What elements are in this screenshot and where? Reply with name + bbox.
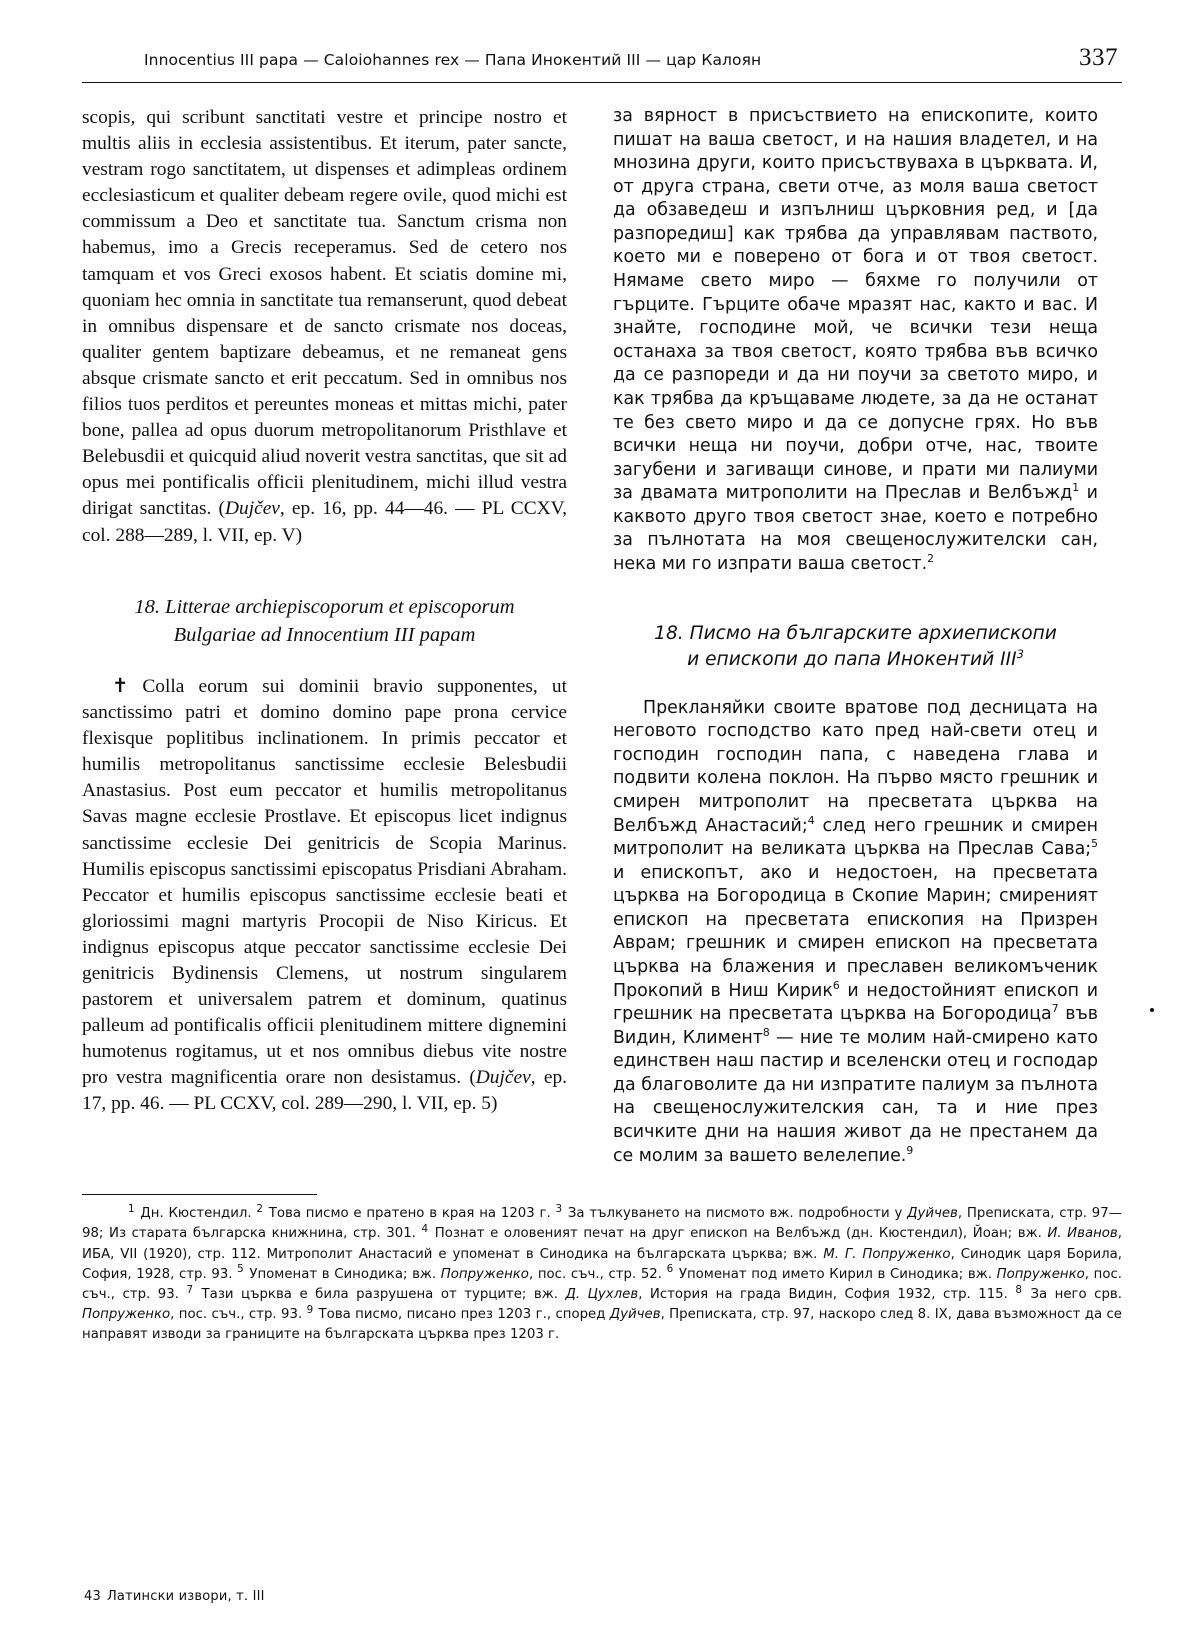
- footnote-ref-7: 7: [1051, 1002, 1059, 1016]
- footnote-number-6: 6: [666, 1263, 674, 1276]
- footnotes-block: [82, 1204, 1122, 1345]
- footnote-text-5: , ИБА, VII (1920), стр. 112. Митрополит Анастасий е упоменат в Синодика на българската църква; вж.: [82, 1226, 1122, 1262]
- footnote-number-8: 8: [1015, 1283, 1022, 1296]
- footnote-text-0: Дн. Кюстендил.: [135, 1206, 257, 1222]
- footnote-number-3: 3: [555, 1202, 563, 1215]
- colophon: [84, 1589, 265, 1604]
- latin-section-paragraph: [82, 674, 567, 1118]
- footnote-author-3: Дуйчев: [907, 1206, 958, 1222]
- footnote-text-16: , Преписката, стр. 97, наскоро след 8. IX, дава възможност да се направят изводи за границите на българската църква през 1203 г.: [82, 1307, 1122, 1343]
- footnote-ref-3: 3: [1016, 646, 1024, 661]
- latin-body-text: scopis, qui scribunt sanctitati vestre et principe nostro et multis aliis in ecclesia assistentibus. Et iterum, pater sancte, vestram rogo sanctitatem, ut dispenses et adimpleas ordinem ecclesiasticum et qualiter debeam regere ovile, quod michi est commissum a Deo et sanctitate tua. Sanctum crisma non habemus, imo a Grecis receperamus. Sed de cetero nos tamquam et vos Greci exosos habent. Et sciatis domine mi, quoniam hec omnia in sanctitate tua remanserunt, quod debeat in omnibus dispensare et de sancto crismate nos doceas, qualiter gentem baptizare debeamus, et ne remaneat gens absque crismate sancto et erit peccatum. Sed in omnibus nos filios tuos perditos et pereuntes moneas et mittas michi, pater bone, pallea ad opus duorum metropolitanorum Pristhlave et Belebusdii et quicquid aliud noverit vestra sanctitas, que sit ad opus mei pontificalis officii plenitudinem, michi illud vestra dirigat sanctitas. (: [82, 107, 567, 520]
- footnote-author-10: Попруженко: [996, 1266, 1085, 1282]
- footnote-text-11: Тази църква е била разрушена от турците; вж.: [194, 1287, 566, 1302]
- latin-section-citation: Dujčev: [475, 1067, 531, 1089]
- latin-heading-line-2: Bulgariae ad Innocentium III papam: [173, 624, 476, 647]
- footnote-text-2: За тълкуването на писмото вж. подробности у: [563, 1206, 908, 1222]
- footnote-ref-2: 2: [927, 552, 934, 566]
- footnote-text-8: , пос. съч., стр. 52.: [528, 1266, 667, 1282]
- bulgarian-section-text-6: — ние те молим най-смирено като единствен наш пастир и вселенски отец и господар да благоволите да ни изпратите палиум за пълнота на свещенослужителския сан, та и ние през всичките дни на нашия живот да не престанем да се молим за вашето велелепие.: [613, 1027, 1098, 1166]
- bulgarian-body-text-cont: и каквото друго твоя светост знае, което е потребно за пълнотата на моя свещенослужителски сан, нека ми го изпрати ваша светост.: [613, 483, 1098, 574]
- footnote-text-10: , пос. съч., стр. 93.: [82, 1266, 1122, 1302]
- footnote-text-6: , Синодик царя Борила, София, 1928, стр. 93.: [82, 1246, 1122, 1282]
- bulgarian-heading-line-2: [613, 647, 1098, 673]
- bulgarian-section-text-2: след него грешник и смирен митрополит на великата църква на Преслав Сава;: [613, 815, 1098, 860]
- bulgarian-section-text-5: във Видин, Климент: [613, 1004, 1098, 1048]
- footnote-text-15: Това писмо, писано през 1203 г., според: [314, 1307, 610, 1323]
- colophon-title: Латински извори, т. III: [106, 1589, 265, 1604]
- footnote-text-7: Упоменат в Синодика; вж.: [244, 1266, 441, 1282]
- footnote-author-14: Попруженко: [82, 1307, 171, 1323]
- footnote-ref-4: 4: [807, 813, 815, 827]
- bulgarian-body-text: за вярност в присъствието на епископите, които пишат на ваша светост, и на нашия владетел, и на мнозина други, които присъствуваха в църквата. И, от друга страна, свети отче, аз моля ваша светост да обзаведеш и изпълниш църковния ред, и [да разпоредиш] как трябва да управлявам паството, което ми е поверено от бога и от твоя светост. Нямаме свето миро — бяхме го получили от гърците. Гърците обаче мразят нас, както и вас. И знайте, господине мой, че всички тези неща останаха за твоя светост, която трябва във всичко да се разпореди и да ни поучи за светото миро, и как трябва да кръщаваме людете, за да не останат те без свето миро и да се допусне грях. Но във всички неща ни поучи, добри отче, нас, твоите загубени и загиващи синове, и прати ми палиуми за двамата митрополити на Преслав и Велбъжд: [613, 106, 1098, 504]
- bulgarian-heading-line-2-text: и епископи до папа Инокентий III: [687, 648, 1017, 670]
- bulgarian-continuation-paragraph: [613, 105, 1098, 577]
- footnote-divider: [82, 1194, 317, 1195]
- latin-source-citation: Dujčev: [225, 498, 280, 520]
- right-column-bulgarian: [613, 105, 1098, 1168]
- signature-number: 43: [84, 1589, 101, 1604]
- footnote-number-2: 2: [256, 1202, 263, 1215]
- latin-section-heading: [82, 593, 567, 650]
- footnote-text-3: , Преписката, стр. 97—98; Из старата българска книжнина, стр. 301.: [82, 1206, 1122, 1242]
- footnote-text-13: За него срв.: [1022, 1287, 1122, 1302]
- footnote-text-12: , История на града Видин, София 1932, стр. 115.: [638, 1287, 1016, 1302]
- footnote-ref-9: 9: [906, 1143, 914, 1157]
- footnote-number-9: 9: [306, 1303, 314, 1316]
- latin-continuation-paragraph: [82, 105, 567, 549]
- footnote-text-9: Упоменат под името Кирил в Синодика; вж.: [674, 1266, 997, 1282]
- page-number: 337: [1079, 44, 1118, 71]
- footnote-author-12: Д. Цухлев: [565, 1287, 639, 1302]
- bulgarian-section-paragraph: [613, 697, 1098, 1169]
- header-divider: [82, 82, 1122, 83]
- page-header: [82, 44, 1122, 72]
- running-title: Innocentius III papa — Caloiohannes rex — Папа Инокентий III — цар Калоян: [144, 51, 762, 69]
- footnote-number-5: 5: [237, 1263, 244, 1276]
- footnote-author-5: И. Иванов: [1047, 1226, 1118, 1242]
- margin-dot-mark: [1150, 1008, 1154, 1012]
- two-column-body: [82, 105, 1122, 1168]
- footnote-ref-8: 8: [762, 1025, 770, 1039]
- latin-heading-line-1: 18. Litterae archiepiscoporum et episcoporum: [134, 595, 515, 618]
- footnote-author-8: Попруженко: [440, 1266, 529, 1282]
- footnote-number-7: 7: [186, 1283, 194, 1296]
- left-column-latin: [82, 105, 567, 1168]
- footnote-text-4: Познат е оловеният печат на друг епископ на Велбъжд (дн. Кюстендил), Йоан; вж.: [429, 1226, 1048, 1242]
- footnote-number-4: 4: [421, 1222, 429, 1235]
- footnote-ref-1: 1: [1072, 481, 1080, 495]
- bulgarian-section-text-3: и епископът, ако и недостоен, на пресветата църква на Богородица в Скопие Марин; смиреният епископ на пресветата епископия на Призрен Аврам; грешник и смирен епископ на пресветата църква на блажения и преславен великомъченик Прокопий в Ниш Кирик: [613, 862, 1098, 1001]
- footnote-author-16: Дуйчев: [609, 1307, 661, 1323]
- bulgarian-heading-line-1: 18. Писмо на българските архиепископи: [654, 622, 1057, 644]
- footnote-ref-5: 5: [1091, 837, 1098, 851]
- footnote-number-1: 1: [128, 1202, 135, 1215]
- footnote-text-1: Това писмо е пратено в края на 1203 г.: [263, 1206, 556, 1222]
- latin-section-reference: , ep. 17, pp. 46. — PL CCXV, col. 289—290, l. VII, ep. 5): [82, 1067, 567, 1115]
- footnote-ref-6: 6: [832, 978, 840, 992]
- bulgarian-section-heading: [613, 621, 1098, 673]
- bulgarian-section-text-1: Прекланяйки своите вратове под десницата на неговото господство като пред най-свети отец и господин господин папа, с наведена глава и подвити колена поклон. На първо място грешник и смирен митрополит на пресветата църква на Велбъжд Анастасий;: [613, 697, 1098, 836]
- footnote-author-6: М. Г. Попруженко: [823, 1246, 951, 1262]
- latin-source-reference: , ep. 16, pp. 44—46. — PL CCXV, col. 288—289, l. VII, ep. V): [82, 498, 567, 546]
- footnote-text-14: , пос. съч., стр. 93.: [170, 1307, 307, 1323]
- bulgarian-section-text-4: и недостойният епископ и грешник на пресветата църква на Богородица: [613, 980, 1098, 1025]
- latin-section-text: ✝ Colla eorum sui dominii bravio supponentes, ut sanctissimo patri et domino domino pape prona cervice flexisque poplitibus inclinationem. In primis peccator et humilis metropolitanus sanctissime ecclesie Belesbudii Anastasius. Post eum peccator et humilis metropolitanus Savas magne ecclesie Prostlave. Et episcopus licet indignus sanctissime ecclesie Dei genitricis de Scopia Marinus. Humilis episcopus sanctissimi episcopatus Prisdiani Abraham. Peccator et humilis episcopus sanctissime ecclesie beati et gloriossimi magni martyris Procopii de Niso Kiricus. Et indignus episcopus atque peccator sanctissime ecclesie Dei genitricis Bydinensis Clemens, ut nostrum singularem pastorem et universalem patrem et dominum, quatinus palleum ad pontificalis officii plenitudinem mittere dignemini humotenus rogitamus, ut et nos omnibus diebus vite nostre pro vestra magnificentia orare non desistamus. (: [82, 675, 567, 1089]
